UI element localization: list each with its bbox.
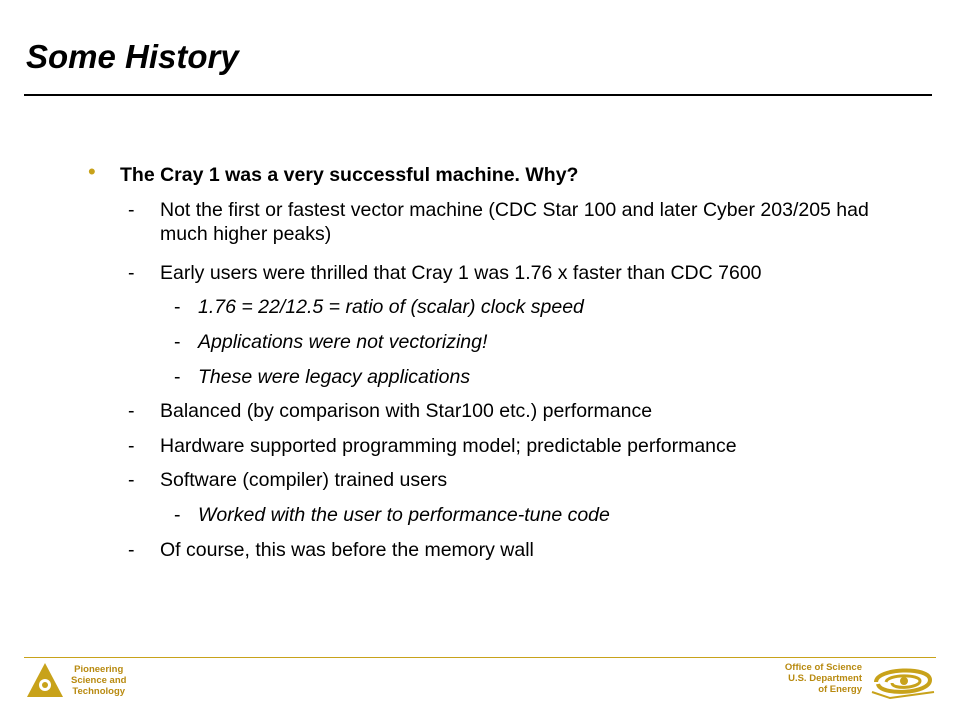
main-bullet-text: The Cray 1 was a very successful machine. Why? xyxy=(120,164,579,186)
list-item: Not the first or fastest vector machine (CDC Star 100 and later Cyber 203/205 had much higher peaks) xyxy=(160,199,869,245)
dash-marker: - xyxy=(128,469,135,491)
argonne-logo-icon xyxy=(26,662,64,698)
footer-right-line3: of Energy xyxy=(818,684,862,695)
list-item: Early users were thrilled that Cray 1 was 1.76 x faster than CDC 7600 xyxy=(160,262,762,284)
list-item: Worked with the user to performance-tune code xyxy=(198,504,610,526)
list-item: These were legacy applications xyxy=(198,366,471,388)
dash-marker: - xyxy=(174,331,181,353)
footer-left-text xyxy=(71,664,126,697)
list-item: Of course, this was before the memory wall xyxy=(160,539,534,561)
doe-logo-icon xyxy=(870,662,936,700)
title-divider xyxy=(24,94,932,96)
footer-right-line2: U.S. Department xyxy=(788,673,862,684)
dash-marker: - xyxy=(128,435,135,457)
list-item: Software (compiler) trained users xyxy=(160,469,448,491)
dash-marker: - xyxy=(174,504,181,526)
footer-divider xyxy=(24,657,936,658)
footer-right-line1: Office of Science xyxy=(784,662,862,673)
dash-marker: - xyxy=(174,296,181,318)
list-item: 1.76 = 22/12.5 = ratio of (scalar) clock speed xyxy=(198,296,584,318)
dash-marker: - xyxy=(174,366,181,388)
footer-right-text xyxy=(785,662,862,695)
list-item: Applications were not vectorizing! xyxy=(198,331,488,353)
dash-marker: - xyxy=(128,262,135,284)
footer-left-line1: Pioneering xyxy=(74,664,124,675)
dash-marker: - xyxy=(128,539,135,561)
dash-marker: - xyxy=(128,199,135,221)
slide-title: Some History xyxy=(26,38,239,75)
dash-marker: - xyxy=(128,400,135,422)
list-item: Hardware supported programming model; predictable performance xyxy=(160,435,737,457)
list-item: Balanced (by comparison with Star100 etc.) performance xyxy=(160,400,653,422)
footer-left-line3: Technology xyxy=(72,686,126,697)
footer-left-line2: Science and xyxy=(71,675,127,686)
bullet-dot-icon: • xyxy=(88,159,96,184)
